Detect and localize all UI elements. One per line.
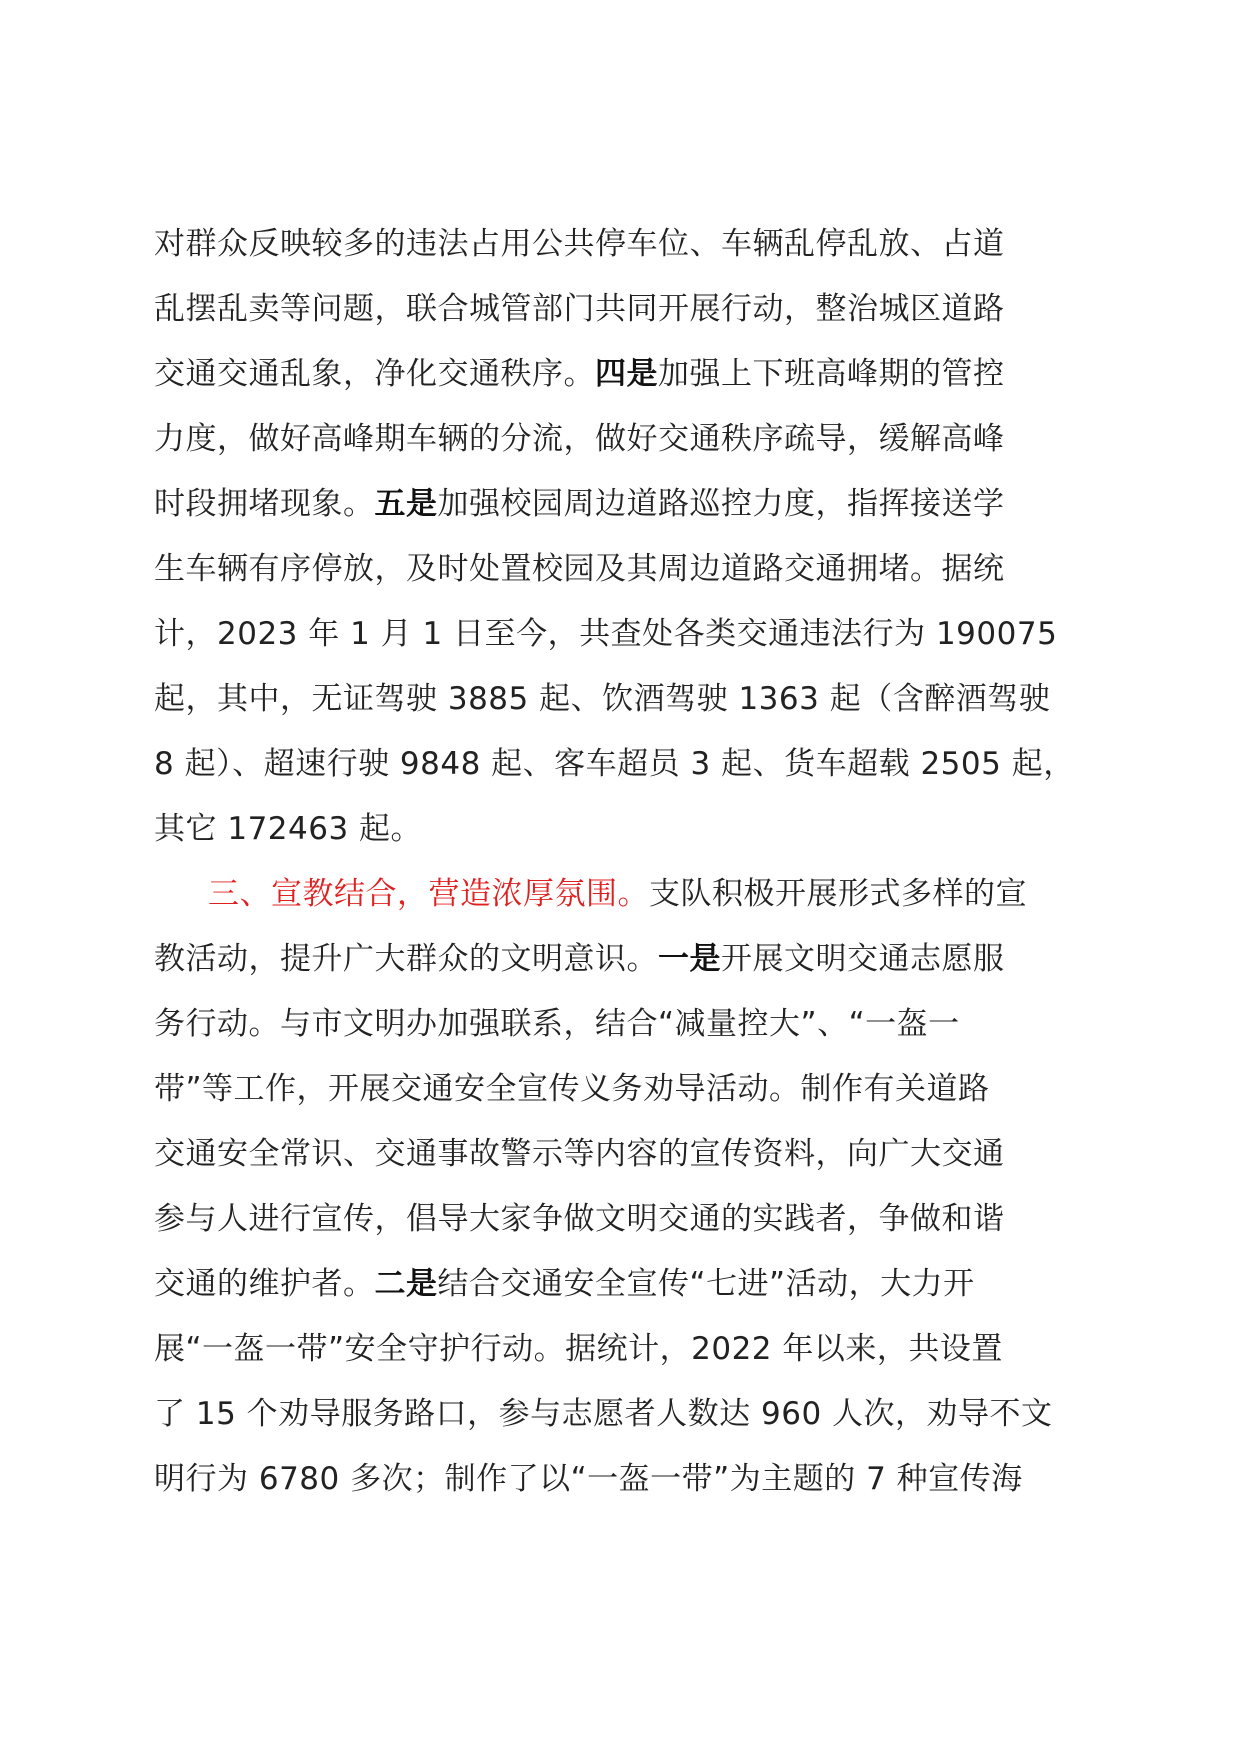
text-line bbox=[154, 732, 1104, 797]
text-run: 乱摆乱卖等问题，联合城管部门共同开展行动，整治城区道路 bbox=[154, 291, 1005, 327]
bold-lead: 二是 bbox=[374, 1266, 438, 1302]
text-run: 务行动。与市文明办加强联系，结合“减量控大”、“一盔一 bbox=[154, 1006, 960, 1042]
bold-lead: 一是 bbox=[658, 941, 721, 977]
text-line bbox=[154, 1447, 1104, 1512]
bold-lead: 五是 bbox=[374, 486, 438, 522]
text-line bbox=[154, 342, 1104, 407]
text-run: 明行为 6780 多次；制作了以“一盔一带”为主题的 7 种宣传海 bbox=[154, 1461, 1023, 1497]
text-line bbox=[154, 277, 1104, 342]
text-line bbox=[154, 1057, 1104, 1122]
text-run: 加强校园周边道路巡控力度，指挥接送学 bbox=[437, 486, 1005, 522]
text-run: 参与人进行宣传，倡导大家争做文明交通的实践者，争做和谐 bbox=[154, 1201, 1005, 1237]
text-line bbox=[154, 1382, 1104, 1447]
text-run: 交通安全常识、交通事故警示等内容的宣传资料，向广大交通 bbox=[154, 1136, 1005, 1172]
text-line bbox=[154, 1317, 1104, 1382]
text-line bbox=[154, 1187, 1104, 1252]
text-run: 其它 172463 起。 bbox=[154, 811, 423, 847]
text-run: 力度，做好高峰期车辆的分流，做好交通秩序疏导，缓解高峰 bbox=[154, 421, 1005, 457]
text-run: 8 起）、超速行驶 9848 起、客车超员 3 起、货车超载 2505 起， bbox=[154, 746, 1075, 782]
text-run: 教活动，提升广大群众的文明意识。 bbox=[154, 941, 658, 977]
text-run: 支队积极开展形式多样的宣 bbox=[649, 876, 1027, 912]
section-heading-line bbox=[154, 862, 1104, 927]
text-run: 交通交通乱象，净化交通秩序。 bbox=[154, 356, 595, 392]
bold-lead: 四是 bbox=[595, 356, 658, 392]
text-line bbox=[154, 1252, 1104, 1317]
text-run: 生车辆有序停放，及时处置校园及其周边道路交通拥堵。据统 bbox=[154, 551, 1005, 587]
text-line bbox=[154, 927, 1104, 992]
text-run: 时段拥堵现象。 bbox=[154, 486, 375, 522]
text-line bbox=[154, 602, 1104, 667]
text-run: 计，2023 年 1 月 1 日至今，共查处各类交通违法行为 190075 bbox=[154, 616, 1058, 652]
text-run: 带”等工作，开展交通安全宣传义务劝导活动。制作有关道路 bbox=[154, 1071, 990, 1107]
text-line bbox=[154, 407, 1104, 472]
text-line bbox=[154, 992, 1104, 1057]
text-run: 展“一盔一带”安全守护行动。据统计，2022 年以来，共设置 bbox=[154, 1331, 1003, 1367]
text-run: 开展文明交通志愿服 bbox=[721, 941, 1005, 977]
text-run: 起，其中，无证驾驶 3885 起、饮酒驾驶 1363 起（含醉酒驾驶 bbox=[154, 681, 1051, 717]
body-text bbox=[154, 212, 1104, 1512]
text-line bbox=[154, 472, 1104, 537]
text-line bbox=[154, 797, 1104, 862]
section-heading: 三、宣教结合，营造浓厚氛围。 bbox=[208, 876, 649, 912]
text-line bbox=[154, 667, 1104, 732]
text-run: 对群众反映较多的违法占用公共停车位、车辆乱停乱放、占道 bbox=[154, 226, 1005, 262]
text-line bbox=[154, 1122, 1104, 1187]
text-run: 了 15 个劝导服务路口，参与志愿者人数达 960 人次，劝导不文 bbox=[154, 1396, 1053, 1432]
text-line bbox=[154, 212, 1104, 277]
text-run: 交通的维护者。 bbox=[154, 1266, 375, 1302]
text-line bbox=[154, 537, 1104, 602]
text-run: 结合交通安全宣传“七进”活动，大力开 bbox=[437, 1266, 975, 1302]
text-run: 加强上下班高峰期的管控 bbox=[658, 356, 1005, 392]
